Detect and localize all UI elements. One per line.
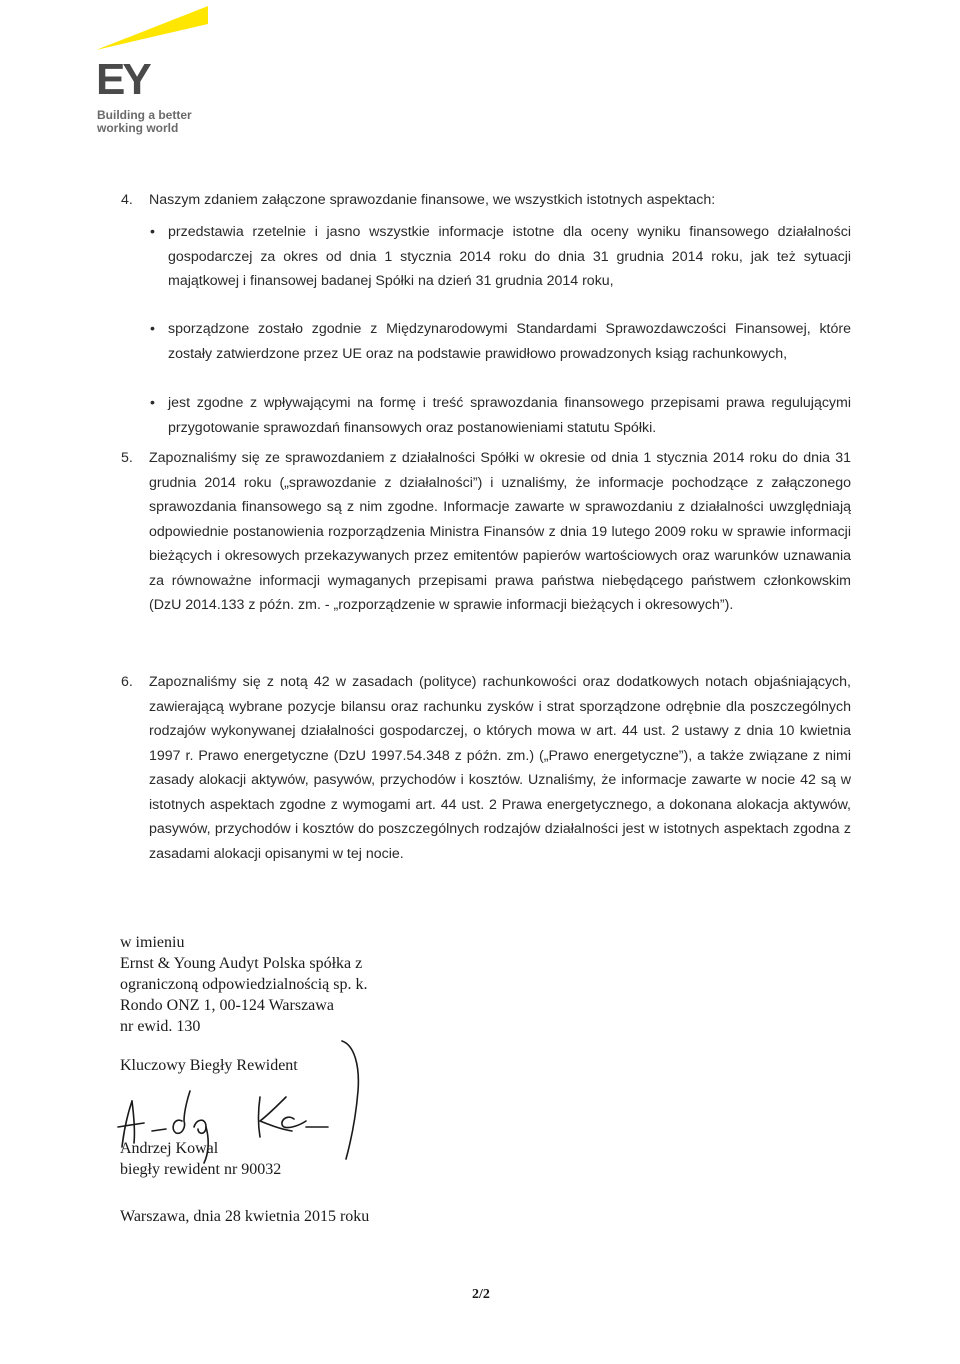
signature-license: biegły rewident nr 90032 bbox=[120, 1161, 282, 1178]
signature-line-firm-form: ograniczoną odpowiedzialnością sp. k. bbox=[120, 976, 368, 993]
logo-tagline-line2: working world bbox=[97, 121, 179, 135]
signature-line-registry: nr ewid. 130 bbox=[120, 1018, 201, 1035]
bullet-text: sporządzone zostało zgodnie z Międzynarodowymi Standardami Sprawozdawczości Finansowej, które zostały zatwierdzone przez UE oraz na podstawie prawidłowo prowadzonych ksiąg rachunkowych, bbox=[168, 321, 851, 362]
logo-tagline-line1: Building a better bbox=[97, 108, 192, 122]
logo-brand: EY bbox=[96, 55, 149, 104]
signature-firm-block bbox=[120, 932, 367, 1037]
bullet-icon: • bbox=[150, 395, 155, 411]
signature-line-on-behalf: w imieniu bbox=[120, 934, 185, 951]
section-6-number: 6. bbox=[121, 674, 133, 690]
section-5-text: Zapoznaliśmy się ze sprawozdaniem z działalności Spółki w okresie od dnia 1 stycznia 2014 roku do dnia 31 grudnia 2014 roku („sprawozdanie z działalności”) i uznaliśmy, że informacje pochodzące z załączonego sprawozdania finansowego są z nim zgodne. Informacje zawarte w sprawozdaniu z działalności uwzględniają odpowiednie postanowienia rozporządzenia Ministra Finansów z dnia 19 lutego 2009 roku w sprawie informacji bieżących i okresowych przekazywanych przez emitentów papierów wartościowych oraz warunków uznawania za równoważne informacji wymaganych przepisami prawa państwa niebędącego państwem członkowskim (DzU 2014.133 z późn. zm. - „rozporządzenie w sprawie informacji bieżących i okresowych”). bbox=[149, 450, 851, 613]
signature-line-address: Rondo ONZ 1, 00-124 Warszawa bbox=[120, 997, 334, 1014]
signature-place-date: Warszawa, dnia 28 kwietnia 2015 roku bbox=[120, 1208, 370, 1225]
signature-role: Kluczowy Biegły Rewident bbox=[120, 1057, 298, 1074]
section-4 bbox=[121, 188, 851, 213]
signature-name: Andrzej Kowal bbox=[120, 1140, 219, 1157]
ey-logo bbox=[96, 6, 216, 136]
section-4-number: 4. bbox=[121, 192, 133, 208]
section-6-text: Zapoznaliśmy się z notą 42 w zasadach (polityce) rachunkowości oraz dodatkowych notach objaśniających, zawierającą wybrane pozycje bilansu oraz rachunku zysków i strat sporządzone odrębnie dla poszczególnych rodzajów wykonywanej działalności gospodarczej, o których mowa w art. 44 ust. 2 ustawy z dnia 10 kwietnia 1997 r. Prawo energetyczne (DzU 1997.54.348 z późn. zm.) („Prawo energetyczne”), a także związane z nimi zasady alokacji aktywów, pasywów, przychodów i kosztów. Uznaliśmy, że informacje zawarte w nocie 42 są w istotnych aspektach zgodne z wymogami art. 44 ust. 2 Prawa energetycznego, a dokonana alokacja aktywów, pasywów, przychodów i kosztów do poszczególnych rodzajów działalności jest w istotnych aspektach zgodna z zasadami alokacji opisanymi w tej nocie. bbox=[149, 674, 851, 862]
section-5 bbox=[121, 446, 851, 618]
page-number: 2/2 bbox=[472, 1287, 490, 1302]
section-4-bullet-3 bbox=[150, 391, 851, 440]
bullet-text: jest zgodne z wpływającymi na formę i treść sprawozdania finansowego przepisami prawa regulującymi przygotowanie sprawozdań finansowych oraz postanowieniami statutu Spółki. bbox=[168, 395, 851, 436]
section-4-bullet-2 bbox=[150, 317, 851, 366]
bullet-icon: • bbox=[150, 224, 155, 240]
section-5-number: 5. bbox=[121, 450, 133, 466]
bullet-text: przedstawia rzetelnie i jasno wszystkie informacje istotne dla oceny wyniku finansowego działalności gospodarczej za okres od dnia 1 stycznia 2014 roku do dnia 31 grudnia 2014 roku, jak też sytuacji majątkowej i finansowej badanej Spółki na dzień 31 grudnia 2014 roku, bbox=[168, 224, 851, 289]
section-6 bbox=[121, 670, 851, 866]
signature-line-firm: Ernst & Young Audyt Polska spółka z bbox=[120, 955, 363, 972]
section-4-bullet-1 bbox=[150, 220, 851, 294]
logo-tagline bbox=[97, 109, 192, 135]
logo-beam-icon bbox=[96, 6, 208, 52]
section-4-text: Naszym zdaniem załączone sprawozdanie finansowe, we wszystkich istotnych aspektach: bbox=[149, 192, 716, 208]
bullet-icon: • bbox=[150, 321, 155, 337]
